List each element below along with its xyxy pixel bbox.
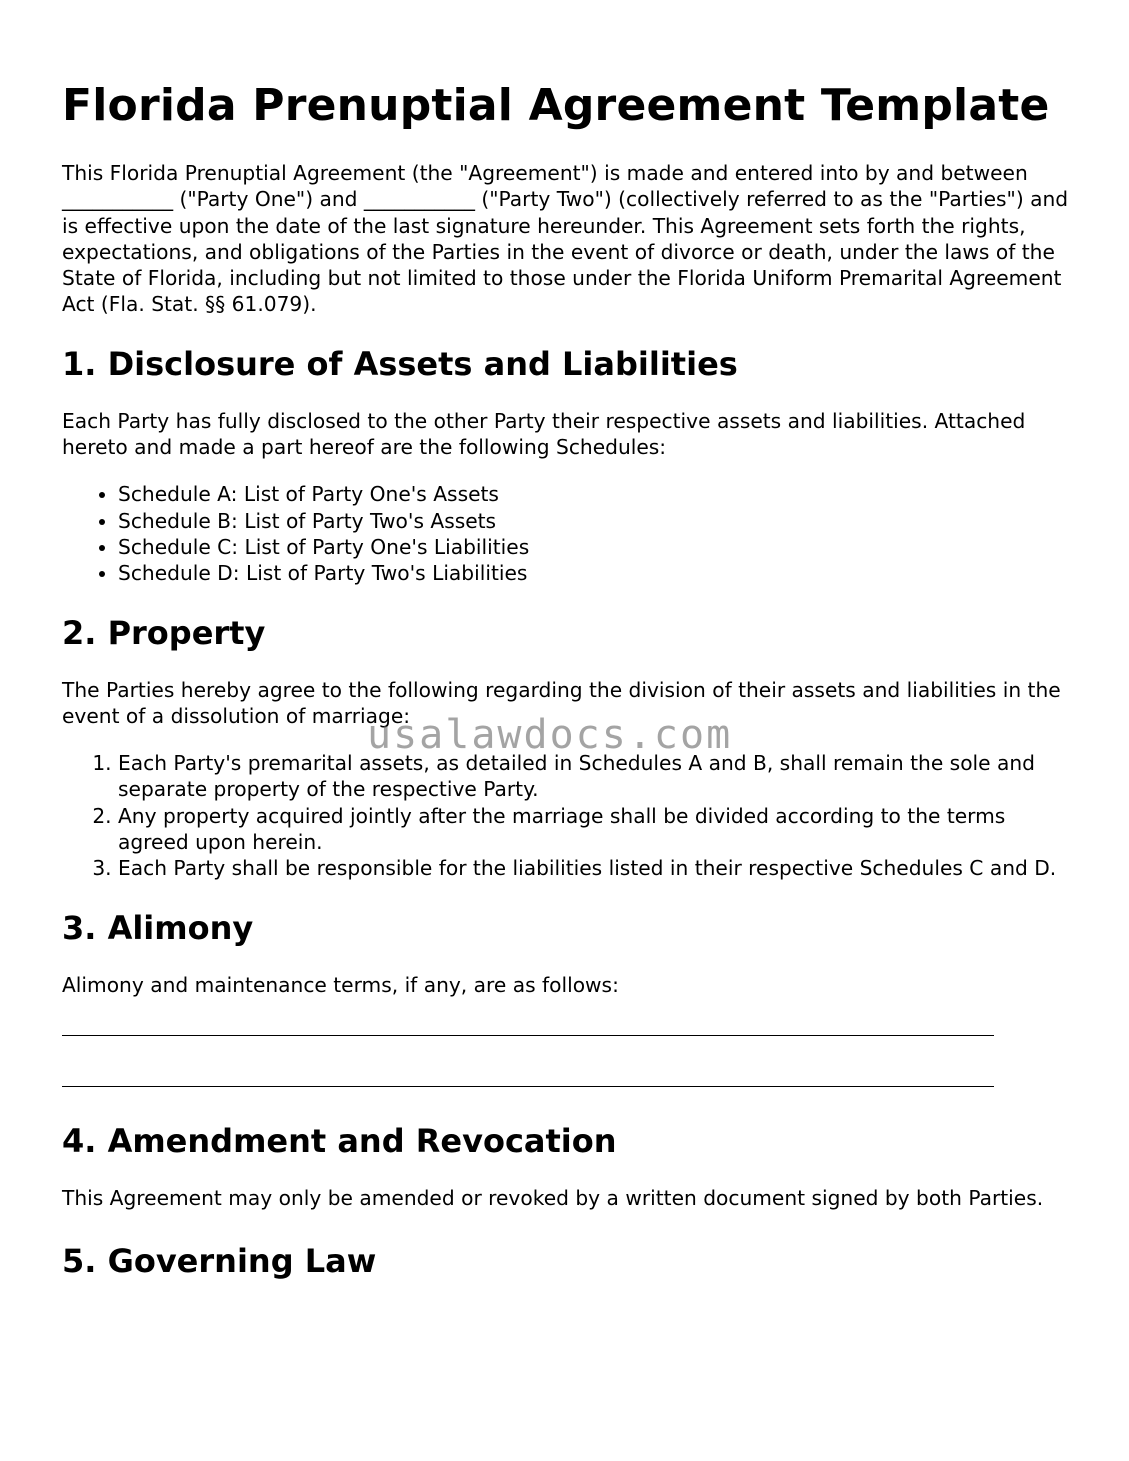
list-item: 2. Any property acquired jointly after the marriage shall be divided according to the terms agreed upon herein. [118,803,1072,856]
list-item: 3. Each Party shall be responsible for the liabilities listed in their respective Schedules C and D. [118,855,1072,881]
party-two-blank: ___________ [363,187,475,212]
document-page [62,78,1072,1281]
section-heading-amendment: 4. Amendment and Revocation [62,1121,617,1160]
section-heading-disclosure: 1. Disclosure of Assets and Liabilities [62,344,738,383]
party-one-blank: ___________ [62,187,174,212]
schedules-list [62,481,1072,586]
intro-paragraph [62,160,1072,318]
intro-text-3: ("Party Two") (collectively referred to as the "Parties") and is effective upon the date of the last signature hereunder. This Agreement sets forth the rights, expectations, and obligations of the Parties in the event of divorce or death, under the laws of the State of Florida, including but not limited to those under the Florida Uniform Premarital Agreement Act (Fla. Stat. §§ 61.079). [62,187,1069,317]
section-heading-property: 2. Property [62,613,266,652]
property-terms-list [62,750,1072,881]
alimony-blank-line-2[interactable] [62,1086,994,1087]
disclosure-paragraph: Each Party has fully disclosed to the other Party their respective assets and liabilities. Attached hereto and made a part hereof are the following Schedules: [62,408,1026,460]
intro-text-2: ("Party One") and [173,187,364,212]
property-paragraph: The Parties hereby agree to the following regarding the division of their assets and liabilities in the event of a dissolution of marriage: [62,677,1061,728]
list-item: • Schedule A: List of Party One's Assets [118,481,1072,507]
section-heading-alimony: 3. Alimony [62,908,254,947]
list-item: • Schedule D: List of Party Two's Liabilities [118,560,1072,586]
list-item: 1. Each Party's premarital assets, as detailed in Schedules A and B, shall remain the sole and separate property of the respective Party. [118,750,1072,803]
alimony-paragraph: Alimony and maintenance terms, if any, are as follows: [62,972,619,997]
list-item: • Schedule B: List of Party Two's Assets [118,508,1072,534]
section-heading-governing-law: 5. Governing Law [62,1242,377,1281]
amendment-paragraph: This Agreement may only be amended or revoked by a written document signed by both Parties. [62,1185,1044,1210]
intro-text-1: This Florida Prenuptial Agreement (the "Agreement") is made and entered into by and between [62,161,1028,185]
alimony-blank-line-1[interactable] [62,1035,994,1036]
watermark: usalawdocs.com [367,712,733,758]
list-item: • Schedule C: List of Party One's Liabilities [118,534,1072,560]
page-title: Florida Prenuptial Agreement Template [62,80,1050,131]
